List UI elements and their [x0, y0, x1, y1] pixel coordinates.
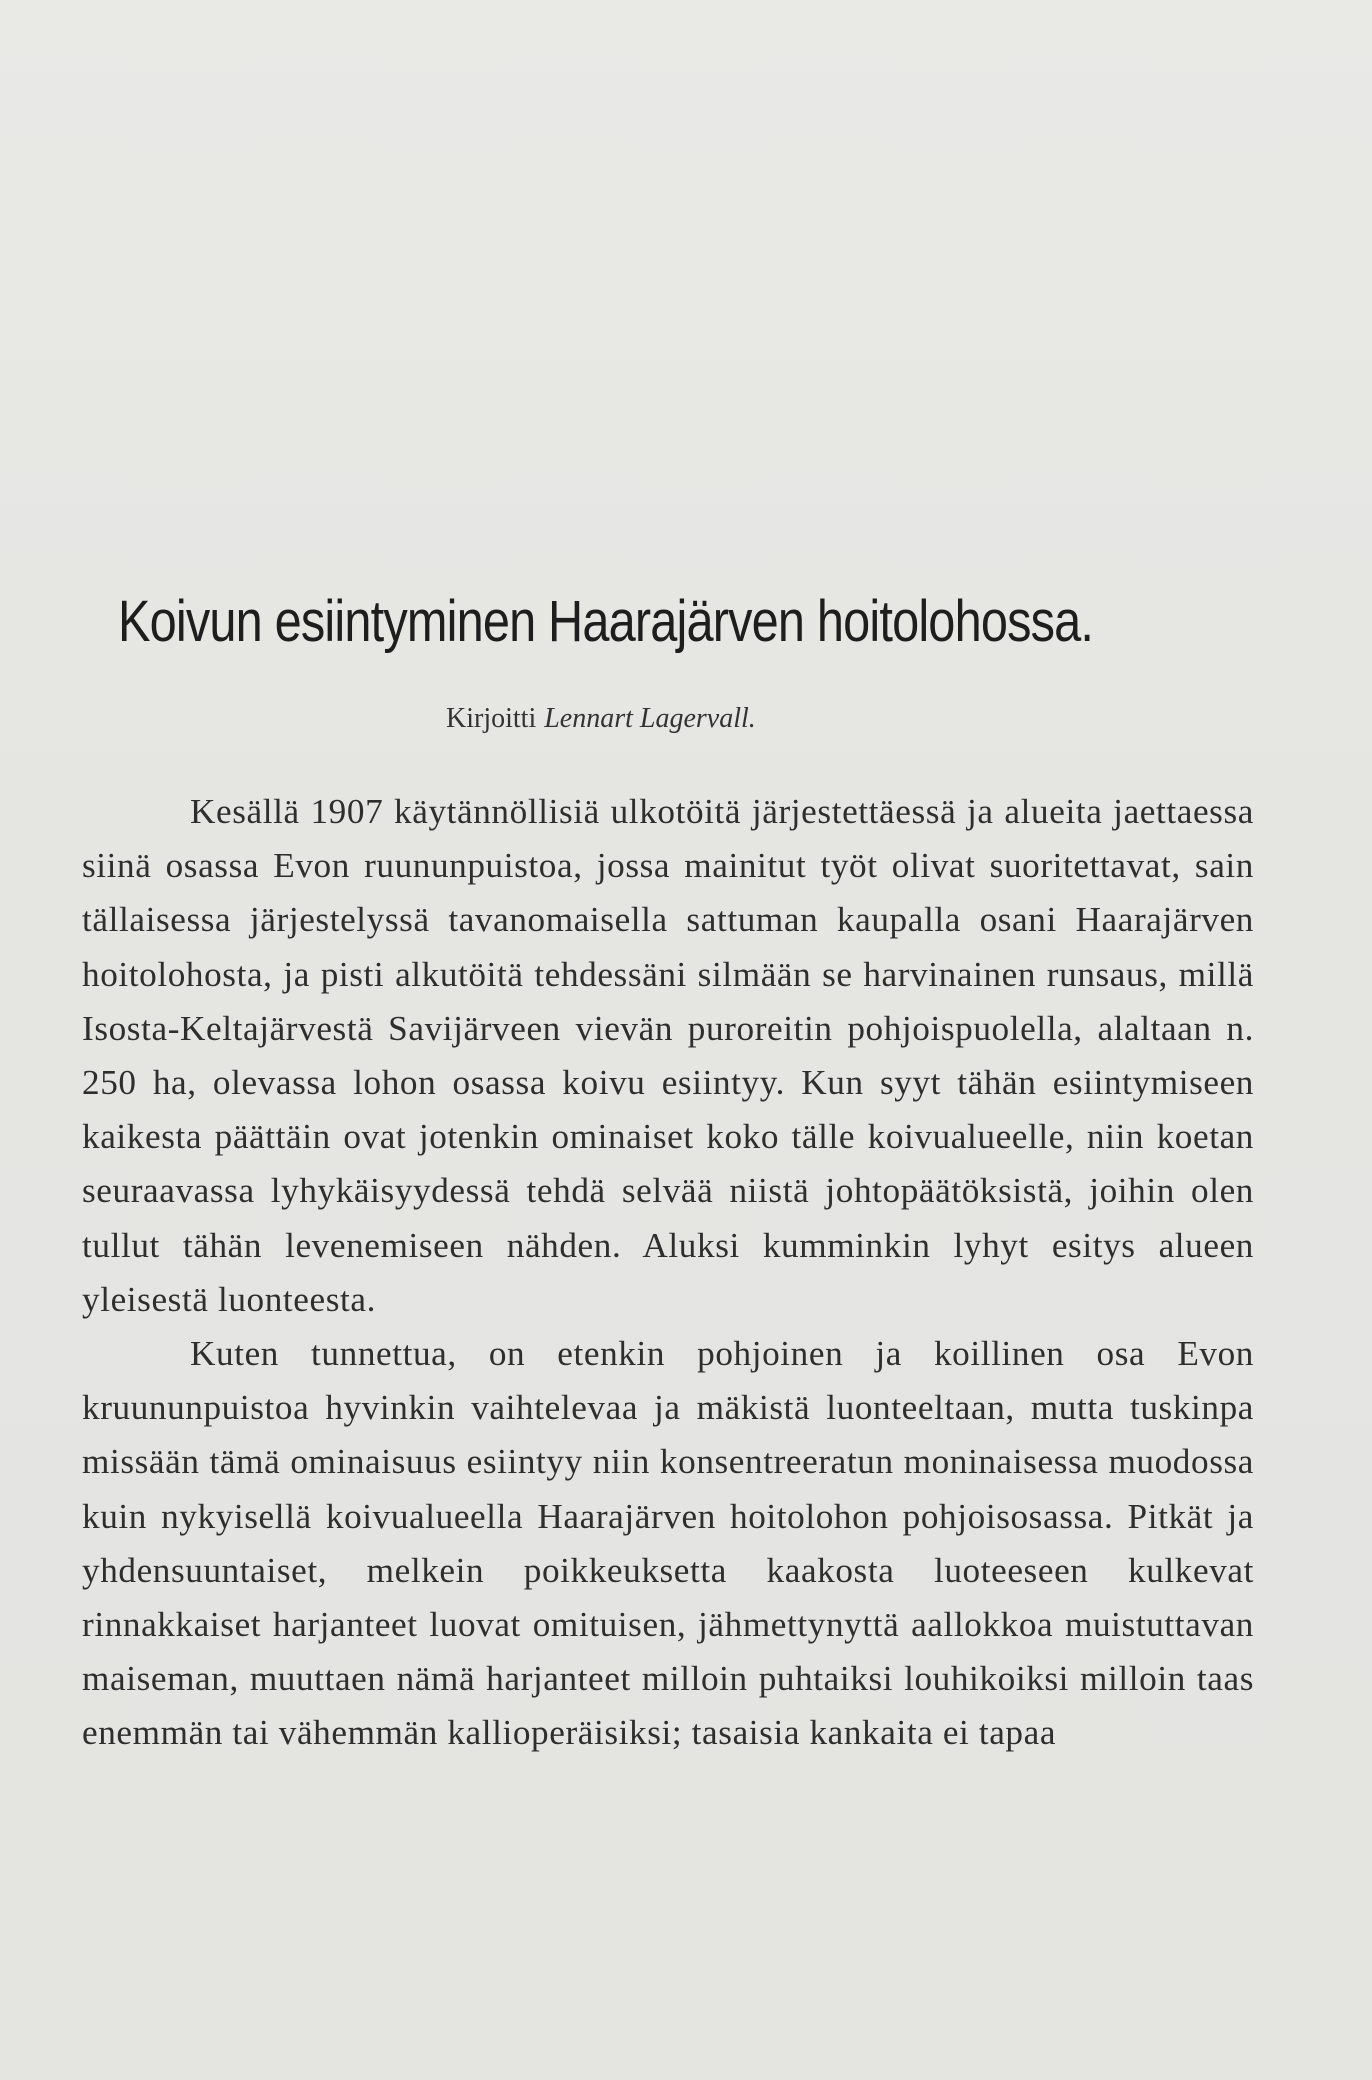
paragraph: Kuten tunnettua, on etenkin pohjoinen ja koillinen osa Evon kruununpuistoa hyvinkin vaihtelevaa ja mäkistä luonteeltaan, mutta tuskinpa missään tämä ominaisuus esiintyy niin konsentreeratun moninaisessa muodossa kuin nykyisellä koivualueella Haarajärven hoitolohon pohjoisosassa. Pitkät ja yhdensuuntaiset, melkein poikkeuksetta kaakosta luoteeseen kulkevat rinnakkaiset harjanteet luovat omituisen, jähmettynyttä aallokkoa muistuttavan maiseman, muuttaen nämä harjanteet milloin puhtaiksi louhikoiksi milloin taas enemmän tai vähemmän kallioperäisiksi; tasaisia kankaita ei tapaa — [82, 1334, 1254, 1753]
paragraph: Kesällä 1907 käytännöllisiä ulkotöitä järjestettäessä ja alueita jaettaessa siinä osassa Evon ruununpuistoa, jossa mainitut työt olivat suoritettavat, sain tällaisessa järjestelyssä tavanomaisella sattuman kaupalla osani Haarajärven hoitolohosta, ja pisti alkutöitä tehdessäni silmään se harvinainen runsaus, millä Isosta-Keltajärvestä Savijärveen vievän puroreitin pohjoispuolella, alaltaan n. 250 ha, olevassa lohon osassa koivu esiintyy. Kun syyt tähän esiintymiseen kaikesta päättäin ovat jotenkin ominaiset koko tälle koivualueelle, niin koetan seuraavassa lyhykäisyydessä tehdä selvää niistä johtopäätöksistä, joihin olen tullut tähän levenemiseen nähden. Aluksi kumminkin lyhyt esitys alueen yleisestä luonteesta. — [82, 792, 1254, 1319]
byline — [446, 701, 756, 737]
article-title: Koivun esiintyminen Haarajärven hoitolohossa. — [118, 589, 1094, 654]
author-name: Lennart Lagervall. — [544, 703, 756, 734]
article-body — [82, 785, 1254, 1761]
byline-prefix: Kirjoitti — [446, 703, 537, 734]
